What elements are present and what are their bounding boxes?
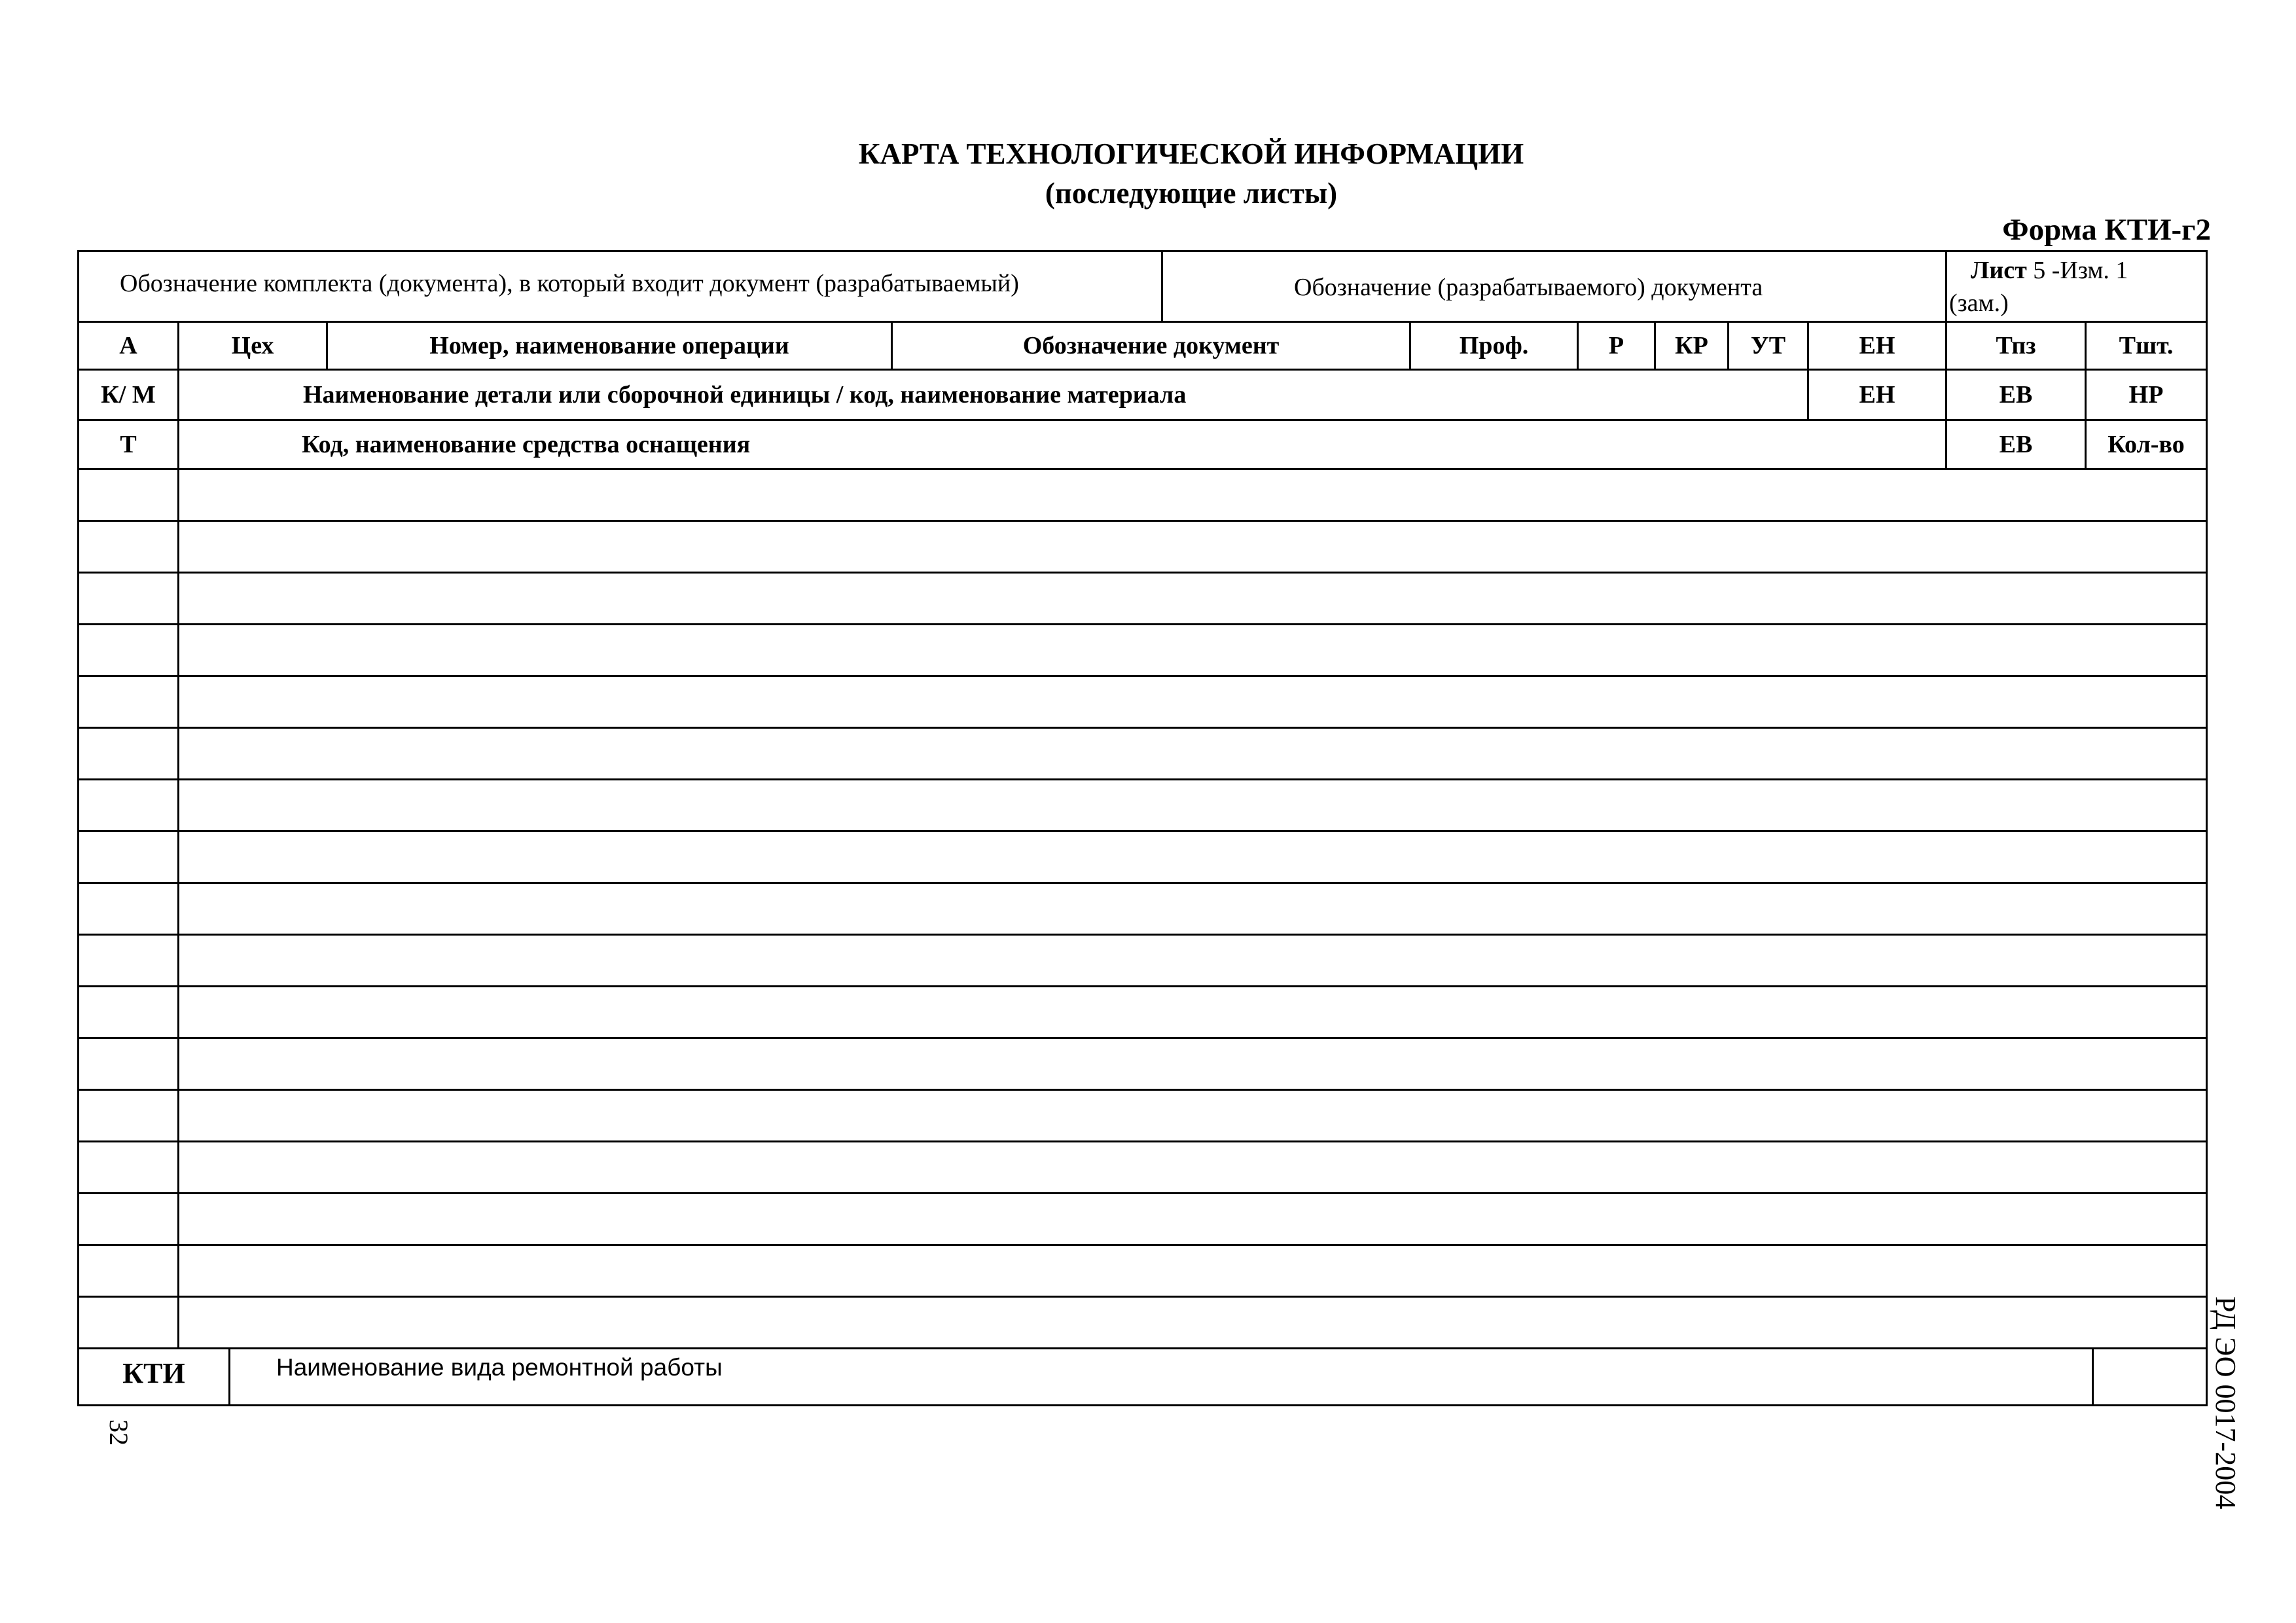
- row-t-label: Код, наименование средства оснащения: [302, 431, 751, 458]
- col-workshop: Цех: [231, 332, 274, 359]
- repair-type-label: Наименование вида ремонтной работы: [276, 1354, 723, 1381]
- table-line: [77, 882, 2208, 884]
- row-km-en: ЕН: [1859, 381, 1895, 409]
- table-border-bottom: [77, 1404, 2208, 1406]
- table-line: [177, 369, 179, 419]
- table-line: [77, 1192, 2208, 1194]
- table-line: [2092, 1347, 2094, 1404]
- sheet-field: [1971, 255, 2128, 285]
- table-line: [77, 830, 2208, 832]
- col-a: А: [119, 332, 137, 359]
- col-en: ЕН: [1859, 332, 1895, 359]
- page-title: КАРТА ТЕХНОЛОГИЧЕСКОЙ ИНФОРМАЦИИ: [858, 137, 1524, 170]
- doc-designation-label: Обозначение (разрабатываемого) документа: [1294, 274, 1763, 301]
- table-border-top: [77, 250, 2208, 252]
- row-t-qty: Кол-во: [2108, 431, 2185, 458]
- page-subtitle: (последующие листы): [1045, 177, 1338, 210]
- table-line: [77, 727, 2208, 729]
- page-number: 32: [104, 1419, 134, 1446]
- table-line: [77, 572, 2208, 574]
- table-line: [77, 1140, 2208, 1142]
- sheet-value: 5 -Изм. 1: [2033, 257, 2128, 284]
- set-designation-label: Обозначение комплекта (документа), в который входит документ (разрабатываемый): [120, 270, 1019, 297]
- table-line: [177, 419, 179, 468]
- table-line: [1945, 250, 1947, 321]
- table-line: [77, 520, 2208, 522]
- table-border-right: [2206, 250, 2208, 1406]
- table-line: [77, 1244, 2208, 1246]
- table-line: [228, 1347, 230, 1404]
- row-km-ev: ЕВ: [1999, 381, 2033, 409]
- col-ut: УТ: [1750, 332, 1786, 359]
- table-line: [177, 468, 179, 1347]
- row-km-nr: НР: [2128, 381, 2164, 409]
- table-line: [77, 985, 2208, 987]
- table-line: [77, 1089, 2208, 1091]
- col-tpz: Тпз: [1996, 332, 2036, 359]
- table-line: [77, 675, 2208, 677]
- col-tsht: Тшт.: [2119, 332, 2174, 359]
- table-line: [77, 321, 2208, 323]
- col-profession: Проф.: [1459, 332, 1529, 359]
- row-km-code: К/ М: [101, 381, 156, 409]
- table-line: [77, 419, 2208, 421]
- row-t-code: Т: [120, 431, 137, 458]
- table-line: [77, 934, 2208, 936]
- table-line: [77, 1037, 2208, 1039]
- table-line: [77, 778, 2208, 780]
- sheet-note: (зам.): [1949, 289, 2009, 317]
- table-line: [77, 369, 2208, 371]
- col-kr: КР: [1675, 332, 1708, 359]
- table-line: [77, 1296, 2208, 1298]
- table-line: [77, 1347, 2208, 1349]
- col-operation: Номер, наименование операции: [429, 332, 789, 359]
- row-km-label: Наименование детали или сборочной единицы / код, наименование материала: [303, 381, 1187, 409]
- col-document: Обозначение документ: [1022, 332, 1280, 359]
- table-border-left: [77, 250, 79, 1406]
- sheet-label: Лист: [1971, 257, 2027, 284]
- row-t-ev: ЕВ: [1999, 431, 2033, 458]
- table-line: [77, 468, 2208, 470]
- col-r: Р: [1608, 332, 1624, 359]
- table-line: [1161, 250, 1163, 321]
- kti-label: КТИ: [122, 1357, 185, 1389]
- table-line: [77, 623, 2208, 625]
- document-code: РД ЭО 0017-2004: [2210, 1296, 2242, 1510]
- form-label: Форма КТИ-г2: [2002, 213, 2211, 247]
